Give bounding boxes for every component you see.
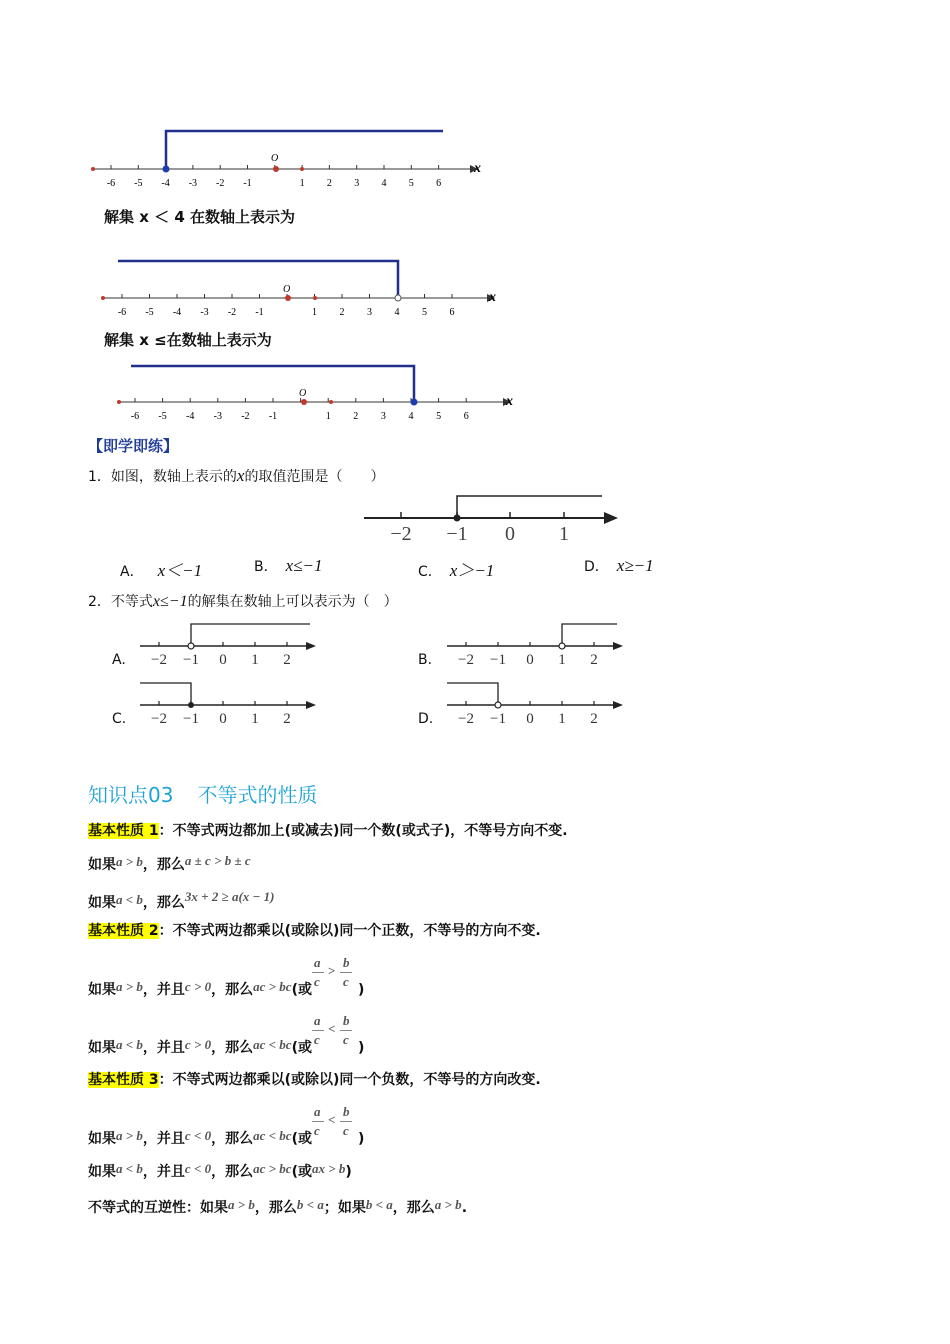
axis-dot bbox=[300, 167, 304, 171]
property-3: 基本性质 3：不等式两边都乘以(或除以)同一个负数，不等号的方向改变. bbox=[88, 1072, 541, 1088]
tick-label: -2 bbox=[227, 307, 237, 318]
closed-point bbox=[454, 515, 461, 522]
tick-label: −2 bbox=[151, 652, 167, 668]
number-line-1-axis bbox=[93, 165, 478, 173]
solution-bracket bbox=[131, 366, 414, 402]
tick-label: 2 bbox=[590, 711, 598, 727]
tick-label: 1 bbox=[558, 652, 566, 668]
tick-label: 1 bbox=[325, 411, 331, 422]
tick-label: 3 bbox=[354, 178, 360, 189]
fraction-a-over-c-lt-b-over-c: a c < b c bbox=[312, 1104, 358, 1148]
origin-label: O bbox=[271, 153, 279, 164]
q2-option-d-label[interactable]: D. bbox=[418, 711, 434, 727]
property-2-line-2: 如果a < b，并且c > 0，那么ac < bc(或 a c < b c ) bbox=[88, 1013, 365, 1056]
solution-bracket bbox=[118, 261, 398, 298]
tick-label: −1 bbox=[490, 652, 506, 668]
tick-label: 0 bbox=[526, 652, 534, 668]
closed-point bbox=[163, 166, 170, 173]
q2-option-c-figure[interactable] bbox=[136, 677, 326, 729]
tick-label: -4 bbox=[161, 178, 170, 189]
tick-label: 5 bbox=[422, 307, 427, 318]
q2-option-b-label[interactable]: B. bbox=[418, 652, 433, 668]
origin-label: O bbox=[299, 388, 307, 399]
q1-option-a[interactable]: A． x＜−1 bbox=[120, 561, 203, 580]
tick-label: 1 bbox=[559, 523, 569, 545]
origin-dot bbox=[273, 166, 279, 172]
tick-label: −1 bbox=[490, 711, 506, 727]
q2-option-d-figure[interactable] bbox=[443, 677, 633, 729]
reciprocity-line: 不等式的互逆性：如果a > b，那么b < a；如果b < a，那么a > b. bbox=[88, 1197, 468, 1216]
fraction-a-over-c-lt-b-over-c: a c < b c bbox=[312, 1013, 358, 1057]
tick-label: 5 bbox=[408, 178, 414, 189]
tick-label: 2 bbox=[283, 711, 291, 727]
tick-label: −2 bbox=[151, 711, 167, 727]
property-1-line-1: 如果a > b，那么a ± c > b ± c bbox=[88, 853, 251, 873]
tick-label: -3 bbox=[200, 307, 209, 318]
tick-label: 1 bbox=[558, 711, 566, 727]
q2-option-b-figure[interactable] bbox=[443, 618, 633, 670]
tick-label: −1 bbox=[446, 523, 468, 545]
origin-dot bbox=[285, 295, 291, 301]
solution-bracket bbox=[166, 131, 443, 169]
tick-label: -4 bbox=[186, 411, 195, 422]
q1-option-d[interactable]: D． x≥−1 bbox=[584, 556, 654, 575]
tick-label: -1 bbox=[243, 178, 252, 189]
tick-label: -2 bbox=[216, 178, 225, 189]
line1-caption: 解集 x ＜ 4 在数轴上表示为 bbox=[104, 208, 296, 226]
tick-label: 0 bbox=[526, 711, 534, 727]
tick-label: -3 bbox=[213, 411, 222, 422]
q2-option-a-figure[interactable] bbox=[136, 618, 326, 670]
tick-label: 2 bbox=[326, 178, 332, 189]
tick-label: -5 bbox=[145, 307, 154, 318]
closed-point bbox=[411, 399, 418, 406]
axis-start-dot bbox=[91, 167, 95, 171]
tick-label: 3 bbox=[367, 307, 372, 318]
fraction-a-over-c-gt-b-over-c: a c > b c bbox=[312, 955, 358, 999]
property-2: 基本性质 2：不等式两边都乘以(或除以)同一个正数，不等号的方向不变. bbox=[88, 923, 541, 939]
tick-label: 6 bbox=[449, 307, 455, 318]
tick-label: 2 bbox=[353, 411, 359, 422]
property-3-line-1: 如果a > b，并且c < 0，那么ac < bc(或 a c < b c ) bbox=[88, 1104, 365, 1147]
tick-label: 0 bbox=[505, 523, 515, 545]
open-point bbox=[395, 295, 401, 301]
tick-label: -5 bbox=[158, 411, 167, 422]
tick-label: −2 bbox=[458, 711, 474, 727]
tick-label: -3 bbox=[188, 178, 198, 189]
tick-label: 2 bbox=[339, 307, 345, 318]
tick-label: 6 bbox=[463, 411, 469, 422]
tick-label: 2 bbox=[590, 652, 598, 668]
tick-label: −2 bbox=[390, 523, 412, 545]
tick-label: -6 bbox=[130, 411, 140, 422]
tick-label: -1 bbox=[268, 411, 278, 422]
axis-label: x bbox=[489, 290, 496, 305]
axis-label: x bbox=[474, 161, 481, 176]
q1-option-c[interactable]: C． x＞−1 bbox=[418, 561, 495, 580]
tick-label: 4 bbox=[394, 307, 400, 318]
tick-label: −1 bbox=[183, 652, 199, 668]
tick-label: 6 bbox=[436, 178, 442, 189]
tick-label: 4 bbox=[381, 178, 387, 189]
origin-dot bbox=[301, 399, 307, 405]
tick-label: 1 bbox=[312, 307, 317, 318]
tick-label: 1 bbox=[251, 652, 259, 668]
tick-label: -5 bbox=[134, 178, 143, 189]
q1-option-b[interactable]: B． x≤−1 bbox=[254, 556, 323, 575]
number-line-3 bbox=[0, 355, 950, 430]
q1-figure bbox=[360, 488, 630, 548]
origin-label: O bbox=[283, 284, 291, 295]
axis-label: x bbox=[506, 394, 513, 409]
property-1-line-2: 如果a < b，那么3x + 2 ≥ a(x − 1) bbox=[88, 889, 275, 911]
tick-label: 0 bbox=[219, 652, 227, 668]
tick-label: 5 bbox=[436, 411, 442, 422]
tick-label: -6 bbox=[117, 307, 127, 318]
tick-label: -4 bbox=[172, 307, 182, 318]
q2-option-c-label[interactable]: C. bbox=[112, 711, 127, 727]
property-1: 基本性质 1：不等式两边都加上(或减去)同一个数(或式子)，不等号方向不变. bbox=[88, 823, 568, 839]
line2-caption: 解集 x ≤在数轴上表示为 bbox=[104, 331, 272, 349]
property-2-line-1: 如果a > b，并且c > 0，那么ac > bc(或 a c > b c ) bbox=[88, 955, 365, 998]
tick-label: −2 bbox=[458, 652, 474, 668]
q2-stem: 2．不等式x≤−1的解集在数轴上可以表示为（ ） bbox=[88, 593, 398, 610]
tick-label: -1 bbox=[255, 307, 264, 318]
number-line-2 bbox=[0, 240, 950, 325]
tick-label: −1 bbox=[183, 711, 199, 727]
tick-label: 2 bbox=[283, 652, 291, 668]
property-3-line-2: 如果a < b，并且c < 0，那么ac > bc(或ax > b) bbox=[88, 1161, 352, 1180]
tick-label: -6 bbox=[106, 178, 116, 189]
tick-label: 0 bbox=[219, 711, 227, 727]
number-line-1 bbox=[0, 0, 950, 200]
q1-stem: 1．如图，数轴上表示的x的取值范围是（ ） bbox=[88, 466, 385, 485]
tick-label: 3 bbox=[380, 411, 386, 422]
q2-option-a-label[interactable]: A. bbox=[112, 652, 126, 668]
tick-label: -2 bbox=[241, 411, 250, 422]
tick-label: 4 bbox=[408, 411, 414, 422]
practice-header: 【即学即练】 bbox=[88, 437, 179, 455]
tick-label: 1 bbox=[299, 178, 305, 189]
tick-label: 1 bbox=[251, 711, 259, 727]
section-title: 知识点03 不等式的性质 bbox=[88, 783, 318, 807]
